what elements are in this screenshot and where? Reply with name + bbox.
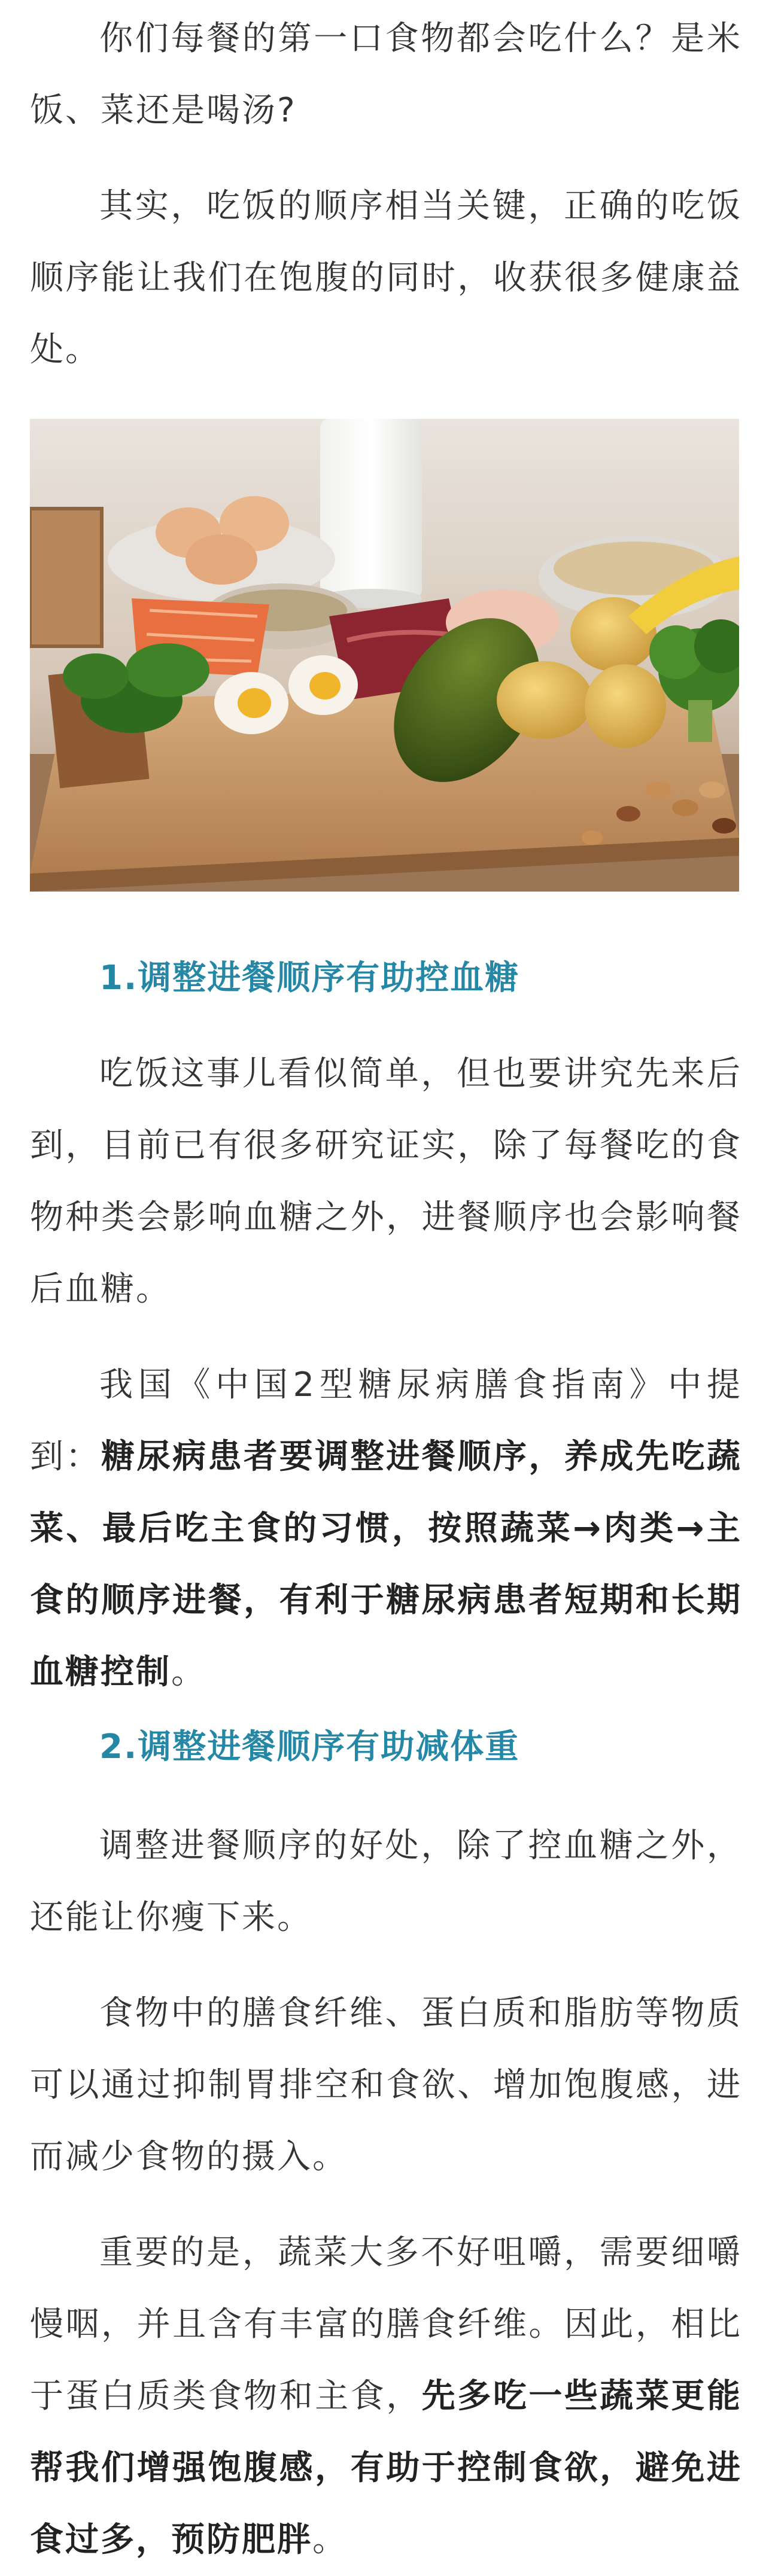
food-assortment-photo xyxy=(30,419,739,892)
section-heading-blood-sugar: 1.调整进餐顺序有助控血糖 xyxy=(99,959,520,997)
vegetables-lead-text: 重要的是，蔬菜大多不好咀嚼，需要细嚼慢咽，并且含有丰富的膳食纤维。因此，相比于蛋白质类食物和主食， xyxy=(30,2233,742,2416)
vegetables-first-paragraph xyxy=(30,2217,742,2576)
guideline-lead-text: 我国《中国2型糖尿病膳食指南》中提到： xyxy=(30,1365,742,1476)
guideline-bold-text: 糖尿病患者要调整进餐顺序，养成先吃蔬菜、最后吃主食的习惯，按照蔬菜→肉类→主食的顺序进餐，有利于糖尿病患者短期和长期血糖控制 xyxy=(30,1437,743,1692)
vegetables-tail-text: 。 xyxy=(312,2520,348,2559)
weight-loss-benefit-paragraph: 调整进餐顺序的好处，除了控血糖之外，还能让你瘦下来。 xyxy=(30,1826,742,1937)
guideline-tail-text: 。 xyxy=(171,1653,206,1692)
vegetables-bold-text: 先多吃一些蔬菜更能帮我们增强饱腹感，有助于控制食欲，避免进食过多，预防肥胖 xyxy=(30,2377,743,2559)
fiber-satiety-paragraph: 食物中的膳食纤维、蛋白质和脂肪等物质可以通过抑制胃排空和食欲、增加饱腹感，进而减少食物的摄入。 xyxy=(30,1994,742,2176)
diabetes-guideline-paragraph xyxy=(30,1349,742,1708)
order-importance-paragraph: 其实，吃饭的顺序相当关键，正确的吃饭顺序能让我们在饱腹的同时，收获很多健康益处。 xyxy=(30,187,742,369)
section-heading-weight-loss: 2.调整进餐顺序有助减体重 xyxy=(99,1728,520,1766)
intro-paragraph: 你们每餐的第一口食物都会吃什么？是米饭、菜还是喝汤? xyxy=(30,19,742,130)
meal-order-research-paragraph: 吃饭这事儿看似简单，但也要讲究先来后到，目前已有很多研究证实，除了每餐吃的食物种类会影响血糖之外，进餐顺序也会影响餐后血糖。 xyxy=(30,1054,742,1309)
